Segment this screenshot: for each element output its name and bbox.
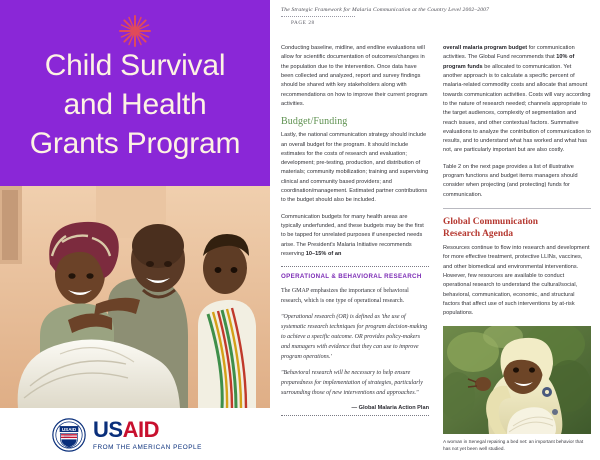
paragraph-program-budget xyxy=(443,44,591,156)
program-budget-rest: be allocated to communication. Yet another approach is to calculate a specific percent of malaria-related commodity costs and allocate that amount towards communication activities. Costs will vary according to the nature of research needed; channels appropriate to the target audiences, complexity of segmentation and reach issues, and other contextual factors. Summative evaluations to analyze the contribution of communication to results, and to understand what has worked and what has not, are particularly important but are also costly. xyxy=(443,63,591,154)
callout-bottom-rule xyxy=(281,415,429,416)
callout-heading: OPERATIONAL & BEHAVIORAL RESEARCH xyxy=(281,273,422,281)
document-body xyxy=(270,0,600,460)
cover-title-line-3: Grants Program xyxy=(29,127,241,160)
ten-percent-bold: 10% of program funds xyxy=(443,54,575,70)
callout-top-rule xyxy=(281,266,429,267)
cover-panel xyxy=(0,0,270,460)
family-with-bednet-photo xyxy=(0,186,270,408)
research-heading-line-1: Global Communication xyxy=(443,217,539,227)
starburst-icon xyxy=(118,14,152,48)
program-budget-mid: for communication activities. The Global Fund recommends that xyxy=(443,45,575,61)
running-head-rule xyxy=(281,16,355,17)
usaid-wordmark xyxy=(93,419,202,441)
paragraph-budget: Lastly, the national communication strategy should include an overall budget for the program. It should include estimates for the costs of research and evaluation; development; pre-testing, production, and distribution of materials; community mobilization; training and supervising clinical and community based providers; and coordination/management. Estimated partner contributions to the budget should also be included. xyxy=(281,132,429,204)
woman-repairing-bed-net-photo xyxy=(443,326,591,434)
column-right xyxy=(443,44,591,453)
paragraph-underfunded-text: Communication budgets for many health areas are typically underfunded, and these budgets may be the first to be tapped for unrelated purposes if unexpected needs arise. The President's Malaria Initiative recommends reserving xyxy=(281,213,424,257)
callout-intro: The GMAP emphasizes the importance of behavioral research, which is one type of operational research. xyxy=(281,288,409,305)
column-middle xyxy=(281,44,429,453)
text-columns xyxy=(281,44,591,453)
heading-research-agenda xyxy=(443,216,591,240)
cover-title xyxy=(0,46,270,163)
paragraph-evaluation: Conducting baseline, midline, and endline evaluations will allow for scientific documentation of outcomes/changes in the population due to the intervention. Once data have been collected and analyzed, report and survey findings should be shared with key stakeholders along with recommendations on how to improve their current program activities. xyxy=(281,45,428,107)
callout-quote-one: "Operational research (OR) is defined as 'the use of systematic research techniques for program decision-making to achieve a specific outcome. OR provides policy-makers and managers with evidence that they can use to improve program operations.' xyxy=(281,314,428,360)
usaid-aid-text: AID xyxy=(122,417,159,442)
callout-attribution: — Global Malaria Action Plan xyxy=(351,404,429,411)
budget-percent-bold: 10–15% of an xyxy=(305,250,342,257)
usaid-tagline: FROM THE AMERICAN PEOPLE xyxy=(93,444,202,451)
research-heading-line-2: Research Agenda xyxy=(443,229,514,240)
page-number: PAGE 28 xyxy=(291,19,315,26)
overall-budget-bold: overall malaria program budget xyxy=(443,45,528,51)
paragraph-table-two: Table 2 on the next page provides a list of illustrative program functions and budget items managers should consider when projecting (and protecting) funds for communication. xyxy=(443,163,578,198)
cover-title-line-2: and Health xyxy=(63,88,207,121)
photo-caption: A woman in Senegal repairing a bed net: an important behavior that has not yet been well studied. xyxy=(443,438,584,452)
svg-text:USAID: USAID xyxy=(61,426,77,432)
usaid-logo xyxy=(0,408,270,460)
usaid-seal-icon xyxy=(52,418,86,452)
running-head-title: The Strategic Framework for Malaria Communication at the Country Level 2002–2007 xyxy=(281,7,490,13)
purple-title-block xyxy=(0,0,270,186)
callout-quote-two: "Behavioral research will be necessary to help ensure preparedness for implementation of strategies, particularly surrounding those of new interventions and approaches." xyxy=(281,369,423,396)
cover-title-line-1: Child Survival xyxy=(44,49,226,82)
paragraph-research-resources: Resources continue to flow into research and development for more effective treatment, protective LLINs, vaccines, and other biomedical and environmental interventions. However, few resources are available to conduct operational research to understand the cultural/social, behavioral, communication, economic, and structural factors that affect use of such interventions by at-risk populations. xyxy=(443,245,590,317)
heading-budget-funding: Budget/Funding xyxy=(281,116,348,128)
paragraph-underfunded xyxy=(281,213,429,260)
usaid-us-text: US xyxy=(93,417,123,442)
running-head xyxy=(281,7,590,26)
research-section-rule xyxy=(443,208,591,209)
